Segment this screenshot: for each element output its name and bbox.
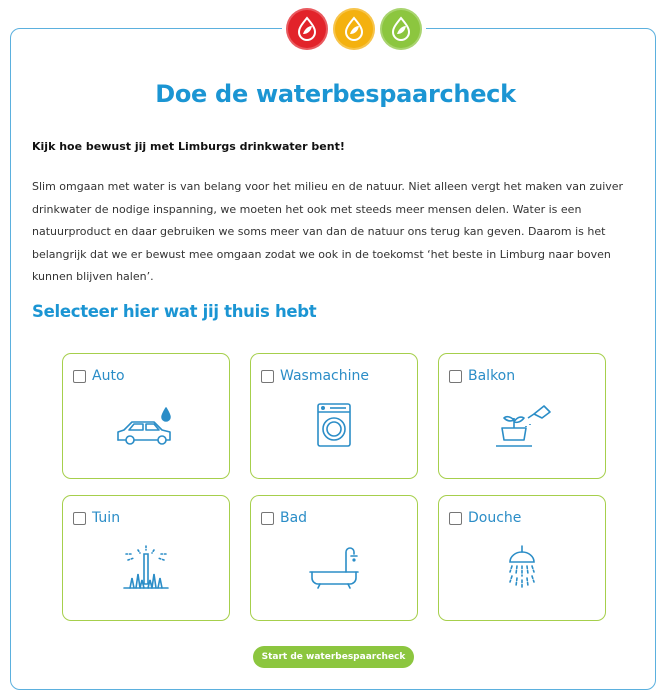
start-check-button[interactable]: Start de waterbespaarcheck: [253, 646, 414, 668]
checkbox-bad[interactable]: [261, 512, 274, 525]
option-label: Douche: [468, 510, 522, 526]
option-douche[interactable]: [438, 495, 606, 621]
option-label: Bad: [280, 510, 308, 526]
brand-logos: [282, 6, 426, 52]
checkbox-wasmachine[interactable]: [261, 370, 274, 383]
intro-paragraph: Slim omgaan met water is van belang voor het milieu en de natuur. Niet alleen vergt het maken van zuiver drinkwater de nodige inspanning, we moeten het ook met steeds meer mensen delen. Water is een natuurproduct en daar gebruiken we soms meer van dan de natuur ons terug kan geven. Daarom is het belangrijk dat we er bewust mee omgaan zodat we ook in de toekomst ‘het beste in Limburg naar boven kunnen blijven halen’.: [32, 180, 624, 283]
option-auto[interactable]: [62, 353, 230, 479]
option-label: Wasmachine: [280, 368, 369, 384]
balcony-plant-icon: [490, 402, 554, 450]
option-label: Tuin: [92, 510, 121, 526]
option-balkon[interactable]: [438, 353, 606, 479]
checkbox-douche[interactable]: [449, 512, 462, 525]
options-grid: [62, 353, 606, 621]
checkbox-auto[interactable]: [73, 370, 86, 383]
garden-sprinkler-icon: [114, 544, 178, 592]
green-leaf-drop-icon: [380, 8, 422, 50]
option-wasmachine[interactable]: [250, 353, 418, 479]
option-bad[interactable]: [250, 495, 418, 621]
lead-text: Kijk hoe bewust jij met Limburgs drinkwater bent!: [32, 140, 345, 153]
yellow-leaf-drop-icon: [333, 8, 375, 50]
checkbox-tuin[interactable]: [73, 512, 86, 525]
option-label: Auto: [92, 368, 125, 384]
shower-icon: [490, 544, 554, 592]
option-label: Balkon: [468, 368, 516, 384]
checkbox-balkon[interactable]: [449, 370, 462, 383]
page-title: Doe de waterbespaarcheck: [155, 80, 516, 108]
section-subtitle: Selecteer hier wat jij thuis hebt: [32, 302, 317, 321]
option-tuin[interactable]: [62, 495, 230, 621]
car-icon: [114, 402, 178, 450]
washing-machine-icon: [302, 402, 366, 450]
bathtub-icon: [302, 544, 366, 592]
red-leaf-drop-icon: [286, 8, 328, 50]
